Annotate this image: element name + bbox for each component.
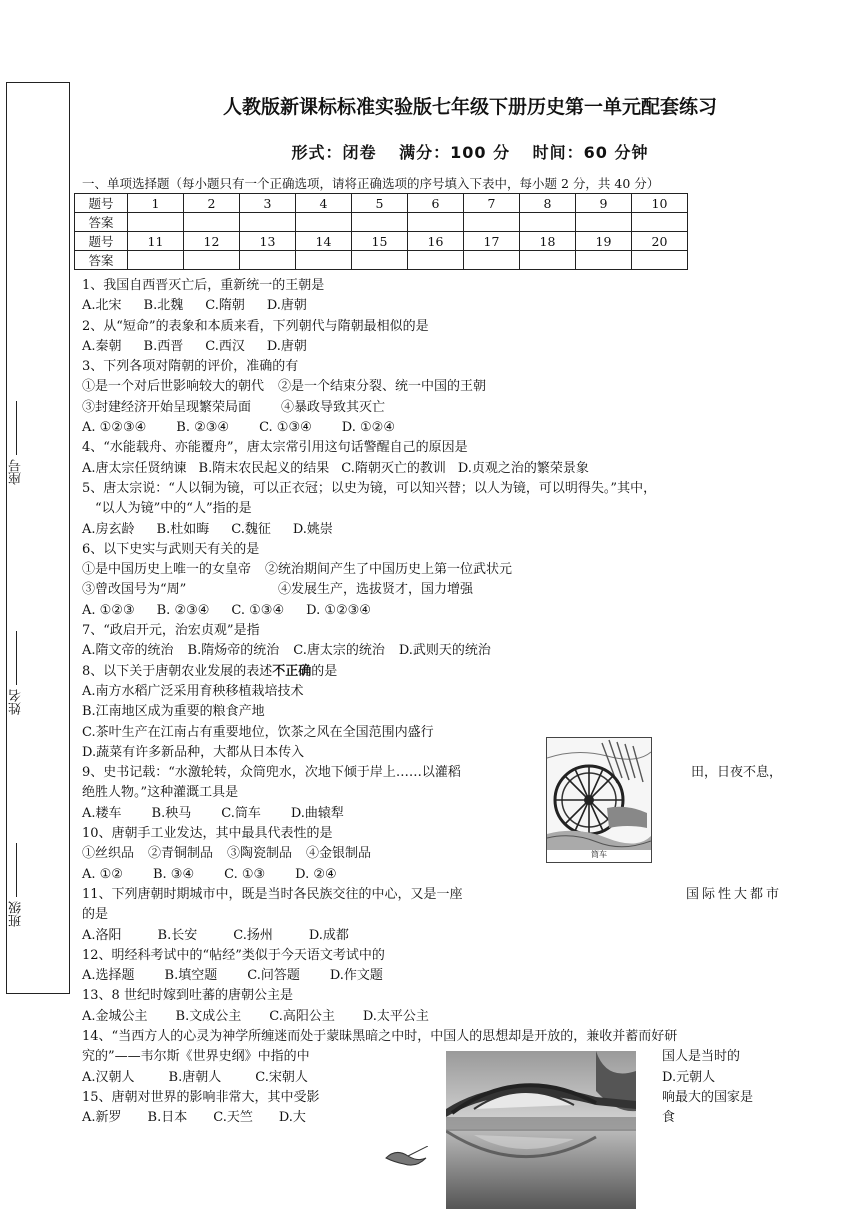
question-8 [82, 662, 782, 682]
answer-cell[interactable] [408, 213, 464, 232]
option: D. ②④ [295, 866, 337, 882]
question-7: 7、“政启开元，治宏贞观”是指 [82, 623, 260, 639]
statements-3b [82, 398, 782, 418]
question-text: 国人是当时的 [662, 1049, 741, 1065]
question-number: 11 [128, 232, 184, 251]
option: A.汉朝人 [82, 1069, 135, 1085]
option: A. ①②③④ [82, 420, 147, 436]
option: D.大 [278, 1110, 306, 1126]
option: A.耧车 [82, 805, 122, 821]
questions [82, 276, 782, 1128]
section-heading: 一、单项选择题（每小题只有一个正确选项，请将正确选项的序号填入下表中，每小题 2 分，共 40 分） [82, 176, 660, 191]
option: A.房玄龄 [82, 521, 135, 537]
question-10: 10、唐朝手工业发达，其中最具代表性的是 [82, 826, 333, 842]
answer-cell[interactable] [520, 251, 576, 270]
statement: ③封建经济开始呈现繁荣局面 [82, 399, 252, 415]
option: B.日本 [147, 1110, 188, 1126]
items-10 [82, 844, 782, 864]
answer-cell[interactable] [576, 251, 632, 270]
option-8c: C.茶叶生产在江南占有重要地位，饮茶之风在全国范围内盛行 [82, 724, 434, 740]
question-number: 2 [184, 194, 240, 213]
option: D. ①②③④ [306, 602, 371, 618]
option: B.填空题 [164, 968, 218, 984]
answer-cell[interactable] [352, 213, 408, 232]
water-wheel-figure [546, 737, 652, 863]
statements-6b [82, 580, 782, 600]
question-12: 12、明经科考试中的“帖经”类似于今天语文考试中的 [82, 947, 385, 963]
answer-cell[interactable] [408, 251, 464, 270]
option: C.西汉 [205, 338, 245, 354]
option: D.作文题 [329, 968, 383, 984]
option: D.元朝人 [662, 1069, 716, 1085]
options-3 [82, 418, 782, 438]
question-9 [82, 763, 782, 783]
option: C. ①③ [224, 866, 266, 882]
question-text: 8、以下关于唐朝农业发展的表述 [82, 663, 273, 679]
question-number: 1 [128, 194, 184, 213]
question-5: 5、唐太宗说：“人以铜为镜，可以正衣冠；以史为镜，可以知兴替；以人为镜，可以明得失。”其中， [82, 480, 657, 496]
options-5 [82, 520, 782, 540]
option: B.隋炀帝的统治 [187, 643, 280, 659]
exam-format: 形式：闭卷 [291, 143, 377, 162]
answer-cell[interactable] [352, 251, 408, 270]
options-2 [82, 337, 782, 357]
question-number: 10 [632, 194, 688, 213]
answer-cell[interactable] [464, 213, 520, 232]
question-text: 究的”——韦尔斯《世界史纲》中指的中 [82, 1049, 310, 1065]
seat-number-field[interactable]: 座号 [7, 401, 71, 485]
answer-cell[interactable] [464, 251, 520, 270]
statement: ③陶瓷制品 [227, 846, 293, 862]
option: B.西晋 [143, 338, 184, 354]
answer-cell[interactable] [184, 251, 240, 270]
question-number: 3 [240, 194, 296, 213]
table-row [75, 251, 688, 270]
question-text: 9、史书记载：“水激轮转，众筒兜水，次地下倾于岸上……以灌稻 [82, 765, 461, 781]
name-field[interactable]: 姓名 [7, 631, 71, 715]
row-header: 答案 [75, 251, 128, 270]
question-number: 7 [464, 194, 520, 213]
question-13: 13、8 世纪时嫁到吐蕃的唐朝公主是 [82, 988, 293, 1004]
option: B. ③④ [152, 866, 195, 882]
table-row [75, 232, 688, 251]
arch-bridge-illustration [446, 1051, 636, 1209]
options-14 [82, 1068, 782, 1088]
option: A.金城公主 [82, 1008, 148, 1024]
option: B.杜如晦 [156, 521, 210, 537]
option: B.唐朝人 [168, 1069, 222, 1085]
statement: ④金银制品 [306, 846, 372, 862]
question-number: 17 [464, 232, 520, 251]
option: D.成都 [308, 927, 349, 943]
answer-cell[interactable] [184, 213, 240, 232]
option: C.扬州 [233, 927, 273, 943]
question-number: 20 [632, 232, 688, 251]
question-3: 3、下列各项对隋朝的评价，准确的有 [82, 359, 299, 375]
question-number: 16 [408, 232, 464, 251]
option: D.太平公主 [362, 1008, 429, 1024]
statement: ②青铜制品 [148, 846, 214, 862]
statements-6a [82, 560, 782, 580]
option: C.隋朝灭亡的教训 [341, 460, 446, 476]
option: A.选择题 [82, 968, 135, 984]
question-text: 国际性大都市 [685, 886, 782, 902]
question-text: 11、下列唐朝时期城市中，既是当时各民族交往的中心，又是一座 [82, 886, 463, 902]
figure-caption: 筒车 [591, 850, 607, 859]
question-text: 的是 [311, 663, 338, 679]
statements-3a [82, 377, 782, 397]
answer-table [74, 193, 688, 270]
stone-bridge-photo [446, 1051, 636, 1209]
question-2: 2、从“短命”的表象和本质来看，下列朝代与隋朝最相似的是 [82, 318, 429, 334]
option: C.天竺 [213, 1110, 253, 1126]
question-text: 响最大的国家是 [662, 1089, 754, 1105]
option: D.唐朝 [266, 298, 307, 314]
question-11 [82, 885, 782, 905]
options-11 [82, 926, 782, 946]
option: D.武则天的统治 [398, 643, 491, 659]
option: B.隋末农民起义的结果 [198, 460, 330, 476]
question-14-cont [82, 1047, 782, 1067]
answer-cell[interactable] [240, 213, 296, 232]
option: C.唐太宗的统治 [293, 643, 385, 659]
option: 食 [662, 1110, 676, 1126]
option: C.魏征 [231, 521, 271, 537]
option: D.唐朝 [266, 338, 307, 354]
answer-cell[interactable] [520, 213, 576, 232]
option: B. ②③④ [176, 420, 230, 436]
option: A.北宋 [82, 298, 122, 314]
option: C.隋朝 [205, 298, 245, 314]
page-title: 人教版新课标标准实验版七年级下册历史第一单元配套练习 [222, 96, 717, 118]
question-number: 8 [520, 194, 576, 213]
option: C. ①③④ [231, 602, 285, 618]
question-number: 19 [576, 232, 632, 251]
statement: ①是中国历史上唯一的女皇帝 [82, 562, 252, 578]
class-field[interactable]: 班级 [7, 843, 71, 927]
options-9 [82, 804, 782, 824]
exam-score: 满分：100 分 [399, 143, 511, 162]
statement: ②统治期间产生了中国历史上第一位武状元 [265, 562, 513, 578]
option: A.洛阳 [82, 927, 122, 943]
question-number: 14 [296, 232, 352, 251]
question-number: 18 [520, 232, 576, 251]
question-6: 6、以下史实与武则天有关的是 [82, 541, 260, 557]
answer-cell[interactable] [128, 251, 184, 270]
statement: ①是一个对后世影响较大的朝代 [82, 379, 265, 395]
options-4 [82, 459, 782, 479]
statement: ③曾改国号为“周” [82, 582, 187, 598]
answer-cell[interactable] [632, 213, 688, 232]
option: C.问答题 [247, 968, 300, 984]
options-1 [82, 296, 782, 316]
option: A. ①② [82, 866, 123, 882]
option: D. ①②④ [341, 420, 395, 436]
option: B.北魏 [143, 298, 184, 314]
statement: ①丝织品 [82, 846, 135, 862]
option: A.新罗 [82, 1110, 122, 1126]
option: C.宋朝人 [255, 1069, 308, 1085]
question-11-cont: 的是 [82, 907, 109, 923]
row-header: 题号 [75, 194, 128, 213]
answer-cell[interactable] [296, 213, 352, 232]
options-13 [82, 1007, 782, 1027]
option: A.隋文帝的统治 [82, 643, 174, 659]
answer-cell[interactable] [576, 213, 632, 232]
option-8d: D.蔬菜有许多新品种，大都从日本传入 [82, 744, 305, 760]
question-9-cont: 绝胜人物。”这种灌溉工具是 [82, 785, 239, 801]
question-number: 9 [576, 194, 632, 213]
option: D.贞观之治的繁荣景象 [457, 460, 589, 476]
row-header: 题号 [75, 232, 128, 251]
options-7 [82, 641, 782, 661]
question-number: 6 [408, 194, 464, 213]
question-4: 4、“水能载舟、亦能覆舟”，唐太宗常引用这句话警醒自己的原因是 [82, 440, 468, 456]
question-number: 12 [184, 232, 240, 251]
option-8a: A.南方水稻广泛采用育秧移植栽培技术 [82, 683, 304, 699]
question-1: 1、我国自西晋灭亡后，重新统一的王朝是 [82, 278, 325, 293]
answer-cell[interactable] [296, 251, 352, 270]
option: B.文成公主 [175, 1008, 242, 1024]
student-info-box [6, 82, 70, 994]
water-wheel-illustration [547, 738, 651, 850]
option: A. ①②③ [82, 602, 135, 618]
option: B. ②③④ [156, 602, 210, 618]
statement: ②是一个结束分裂、统一中国的王朝 [278, 379, 487, 395]
option: B.秧马 [151, 805, 192, 821]
question-text: 田，日夜不息， [690, 765, 782, 781]
option: C.高阳公主 [269, 1008, 335, 1024]
table-row [75, 194, 688, 213]
option: D.姚崇 [292, 521, 333, 537]
answer-cell[interactable] [128, 213, 184, 232]
option: A.秦朝 [82, 338, 122, 354]
question-text: 15、唐朝对世界的影响非常大，其中受影 [82, 1089, 320, 1105]
answer-cell[interactable] [240, 251, 296, 270]
question-14: 14、“当西方人的心灵为神学所缠迷而处于蒙昧黑暗之中时，中国人的思想却是开放的，兼收并蓄而好研 [82, 1028, 678, 1044]
option-8b: B.江南地区成为重要的粮食产地 [82, 704, 265, 720]
exam-info [110, 140, 830, 163]
options-12 [82, 966, 782, 986]
option: D.曲辕犁 [290, 805, 344, 821]
option: C.筒车 [221, 805, 261, 821]
question-number: 5 [352, 194, 408, 213]
question-5-cont: “以人为镜”中的“人”指的是 [95, 501, 252, 517]
answer-cell[interactable] [632, 251, 688, 270]
question-number: 13 [240, 232, 296, 251]
options-6 [82, 601, 782, 621]
statement: ④暴政导致其灭亡 [281, 399, 386, 415]
options-10 [82, 865, 782, 885]
question-number: 4 [296, 194, 352, 213]
statement: ④发展生产，选拔贤才，国力增强 [278, 582, 474, 598]
option: A.唐太宗任贤纳谏 [82, 460, 187, 476]
decorative-pointer-icon [384, 1146, 428, 1170]
question-number: 15 [352, 232, 408, 251]
table-row [75, 213, 688, 232]
options-15 [82, 1108, 782, 1128]
question-15 [82, 1088, 782, 1108]
row-header: 答案 [75, 213, 128, 232]
option: B.长安 [157, 927, 198, 943]
option: C. ①③④ [259, 420, 312, 436]
exam-time: 时间：60 分钟 [532, 143, 649, 162]
emphasis: 不正确 [272, 663, 312, 679]
